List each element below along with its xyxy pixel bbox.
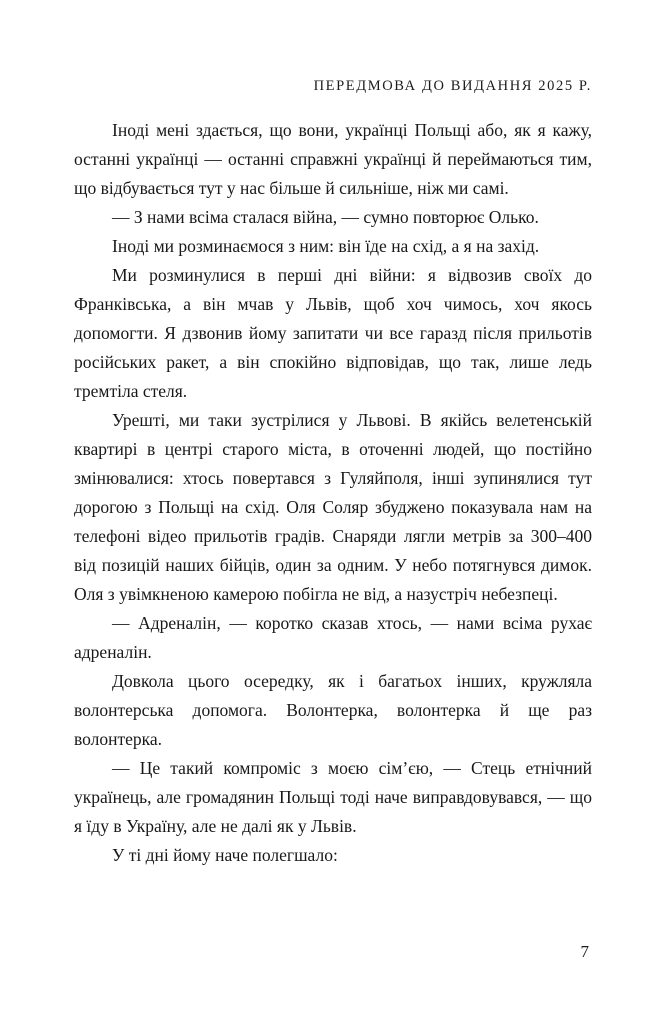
paragraph: Ми розминулися в перші дні війни: я відвозив своїх до Франківська, а він мчав у Львів, щоб хоч чимось, хоч якось допомогти. Я дзвонив йому запитати чи все гаразд після прильотів російських ракет, а він спокійно відповідав, що так, лише ледь тремтіла стеля. [74,265,592,401]
body-text [74,116,592,870]
paragraph: Іноді мені здається, що вони, українці Польщі або, як я кажу, останні українці — останні справжні українці й переймаються тим, що відбувається тут у нас більше й сильніше, ніж ми самі. [74,120,592,198]
running-header: ПЕРЕДМОВА ДО ВИДАННЯ 2025 Р. [313,78,592,94]
paragraph: Іноді ми розминаємося з ним: він їде на схід, а я на захід. [112,236,540,256]
paragraph: У ті дні йому наче полегшало: [112,845,338,865]
paragraph: — Адреналін, — коротко сказав хтось, — нами всіма рухає адреналін. [74,613,592,662]
paragraph: — З нами всіма сталася війна, — сумно повторює Олько. [112,207,539,227]
paragraph: Урешті, ми таки зустрілися у Львові. В якійсь велетенській квартирі в центрі старого міста, в оточенні людей, що постійно змінювалися: хтось повертався з Гуляйполя, інші зупинялися тут дорогою з Польщі на схід. Оля Соляр збуджено показувала нам на телефоні відео прильотів градів. Снаряди лягли метрів за 300–400 від позицій наших бійців, один за одним. У небо потягнувся димок. Оля з увімкненою камерою побігла не від, а назустріч небезпеці. [74,410,592,604]
page-number: 7 [580,942,589,961]
paragraph: Довкола цього осередку, як і багатьох інших, кружляла волонтерська допомога. Волонтерка, волонтерка й ще раз волонтерка. [74,671,592,749]
paragraph: — Це такий компроміс з моєю сім’єю, — Стець етнічний українець, але громадянин Польщі тоді наче виправдовувався, — що я їду в Україну, але не далі як у Львів. [74,758,592,836]
